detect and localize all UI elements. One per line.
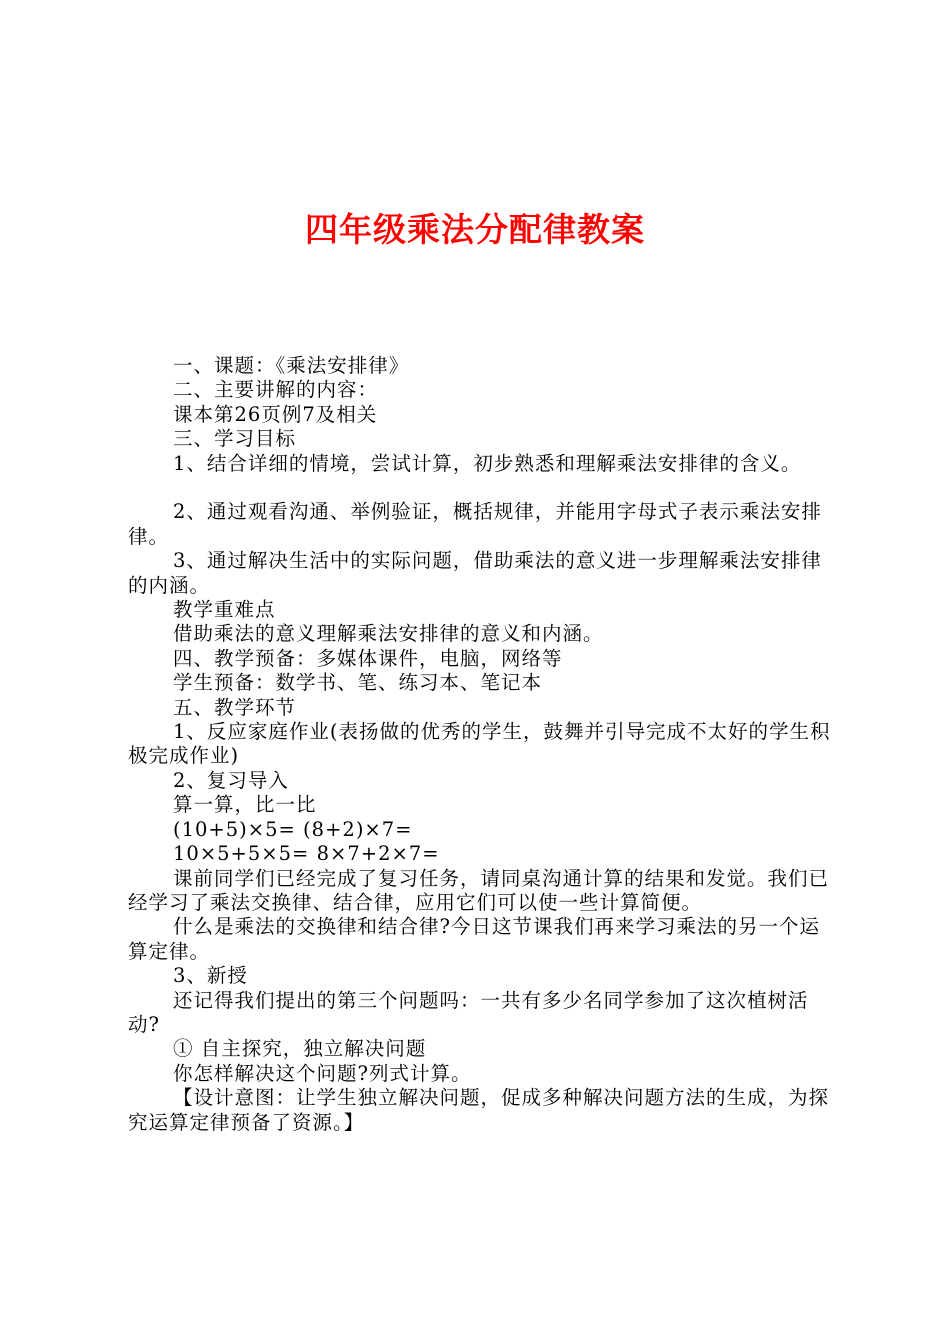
paragraph-how-to-solve: 你怎样解决这个问题?列式计算。 <box>173 1061 472 1085</box>
paragraph-question-intro: 什么是乘法的交换律和结合律?今日这节课我们再来学习乘法的另一个运算定律。 <box>128 915 820 963</box>
paragraph-self-explore: ① 自主探究，独立解决问题 <box>173 1037 427 1061</box>
paragraph-teaching-steps-heading: 五、教学环节 <box>173 695 297 719</box>
blank-line <box>128 476 836 500</box>
paragraph-review-heading: 2、复习导入 <box>173 768 289 792</box>
paragraph-goal-3: 3、通过解决生活中的实际问题，借助乘法的意义进一步理解乘法安排律的内涵。 <box>128 549 822 597</box>
paragraph-textbook-reference: 课本第26页例7及相关 <box>173 402 378 426</box>
document-title: 四年级乘法分配律教案 <box>305 210 645 249</box>
paragraph-teaching-prep: 四、教学预备：多媒体课件，电脑，网络等 <box>173 646 563 670</box>
paragraph-goal-2: 2、通过观看沟通、举例验证，概括规律，并能用字母式子表示乘法安排律。 <box>128 500 822 548</box>
document-body <box>128 354 836 1135</box>
paragraph-compute-compare: 算一算，比一比 <box>173 793 317 817</box>
paragraph-equation-2: 10×5+5×5= 8×7+2×7= <box>173 842 440 866</box>
paragraph-review-summary: 课前同学们已经完成了复习任务，请同桌沟通计算的结果和发觉。我们已经学习了乘法交换律、结合律，应用它们可以使一些计算简便。 <box>128 866 830 914</box>
paragraph-new-lesson-heading: 3、新授 <box>173 964 248 988</box>
paragraph-key-difficulty: 借助乘法的意义理解乘法安排律的意义和内涵。 <box>173 622 604 646</box>
paragraph-topic: 一、课题：《乘法安排律》 <box>173 354 410 377</box>
paragraph-goal-1: 1、结合详细的情境，尝试计算，初步熟悉和理解乘法安排律的含义。 <box>173 451 802 475</box>
paragraph-student-prep: 学生预备：数学书、笔、练习本、笔记本 <box>173 671 543 695</box>
paragraph-design-intent: 【设计意图：让学生独立解决问题，促成多种解决问题方法的生成，为探究运算定律预备了资源。】 <box>128 1086 830 1134</box>
paragraph-main-content-heading: 二、主要讲解的内容： <box>173 378 379 402</box>
paragraph-learning-goals-heading: 三、学习目标 <box>173 427 297 451</box>
paragraph-third-question: 还记得我们提出的第三个问题吗：一共有多少名同学参加了这次植树活动? <box>128 988 809 1036</box>
paragraph-equation-1: (10+5)×5= (8+2)×7= <box>173 817 413 841</box>
paragraph-homework-feedback: 1、反应家庭作业(表扬做的优秀的学生，鼓舞并引导完成不太好的学生积极完成作业) <box>128 720 831 768</box>
paragraph-key-difficulty-heading: 教学重难点 <box>173 598 276 622</box>
